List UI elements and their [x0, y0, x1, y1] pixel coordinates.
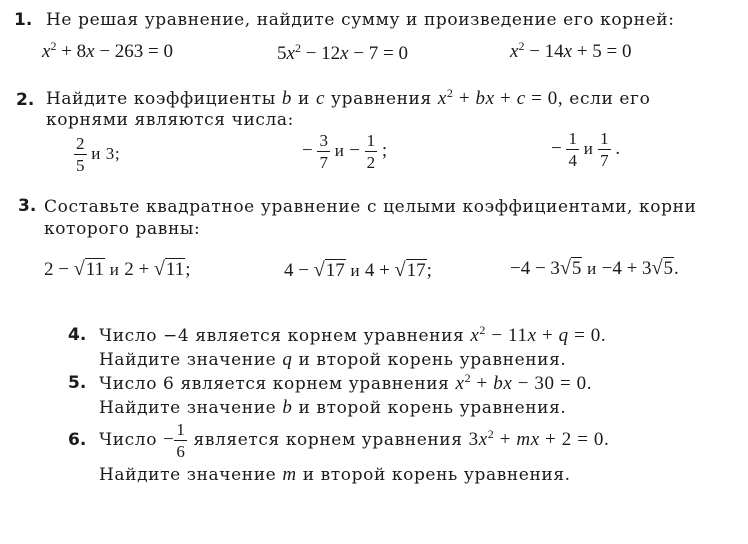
problem-1-equation-2: $5x^2 - 12x - 7 = 0$: [277, 41, 409, 64]
problem-3-set-1: 2 − √11 и 2 + √11;: [44, 258, 191, 280]
problem-3-number: 3.: [18, 196, 37, 216]
square-root: √11: [153, 258, 185, 280]
square-root: √11: [73, 258, 104, 280]
problem-6-line-1: Число − $\frac{1}{6}$ является корнем уравнения $3x^2$ + mx + 2 = 0.: [99, 420, 610, 461]
square-root: √17: [394, 259, 426, 281]
problem-5-number: 5.: [68, 373, 87, 393]
problem-4-line-1: Число −4 является корнем уравнения $x^2 - 11x + q = 0$.: [99, 323, 607, 346]
fraction: $\frac{1}{7}$: [600, 129, 609, 170]
square-root: √5: [559, 257, 582, 279]
problem-5-line-1: Число 6 является корнем уравнения $x^2$ + bx − 30 = 0.: [99, 371, 593, 394]
fraction: $\frac{1}{4}$: [568, 129, 577, 170]
problem-1-text: Не решая уравнение, найдите сумму и произведение его корней:: [46, 10, 675, 30]
problem-6-number: 6.: [68, 430, 87, 450]
fraction: $\frac{2}{5}$: [76, 134, 85, 175]
problem-4-number: 4.: [68, 325, 87, 345]
problem-2-line-2: корнями являются числа:: [46, 110, 294, 130]
fraction: $\frac{1}{2}$: [366, 131, 376, 172]
problem-2-number: 2.: [16, 90, 35, 110]
square-root: √5: [651, 257, 674, 279]
problem-2-set-1: $\frac{2}{5}$ и 3;: [76, 134, 121, 175]
problem-2-set-3: − $\frac{1}{4}$ и $\frac{1}{7}$ .: [551, 129, 621, 170]
problem-5-line-2: Найдите значение b и второй корень уравнения.: [99, 397, 567, 418]
square-root: √17: [313, 259, 345, 281]
problem-1-number: 1.: [14, 10, 33, 30]
fraction: $\frac{3}{7}$: [319, 131, 328, 172]
fraction: $\frac{1}{6}$: [176, 420, 186, 461]
problem-3-set-3: −4 − 3√5 и −4 + 3√5.: [510, 257, 679, 279]
problem-3-set-2: 4 − √17 и 4 + √17;: [284, 259, 432, 281]
problem-1-equation-3: $x^2 - 14x + 5 = 0$: [510, 39, 632, 62]
problem-3-line-2: которого равны:: [44, 219, 201, 239]
problem-4-line-2: Найдите значение q и второй корень уравнения.: [99, 349, 567, 370]
problem-1-equation-1: $x^2 + 8x - 263 = 0$: [42, 39, 174, 62]
problem-2-set-2: − $\frac{3}{7}$ и − $\frac{1}{2}$ ;: [302, 131, 388, 172]
problem-3-line-1: Составьте квадратное уравнение с целыми коэффициентами, корни: [44, 197, 697, 217]
problem-6-line-2: Найдите значение m и второй корень уравнения.: [99, 464, 571, 485]
problem-2-line-1: Найдите коэффициенты b и c уравнения $x^2$ + bx + c = 0, если его: [46, 86, 651, 109]
